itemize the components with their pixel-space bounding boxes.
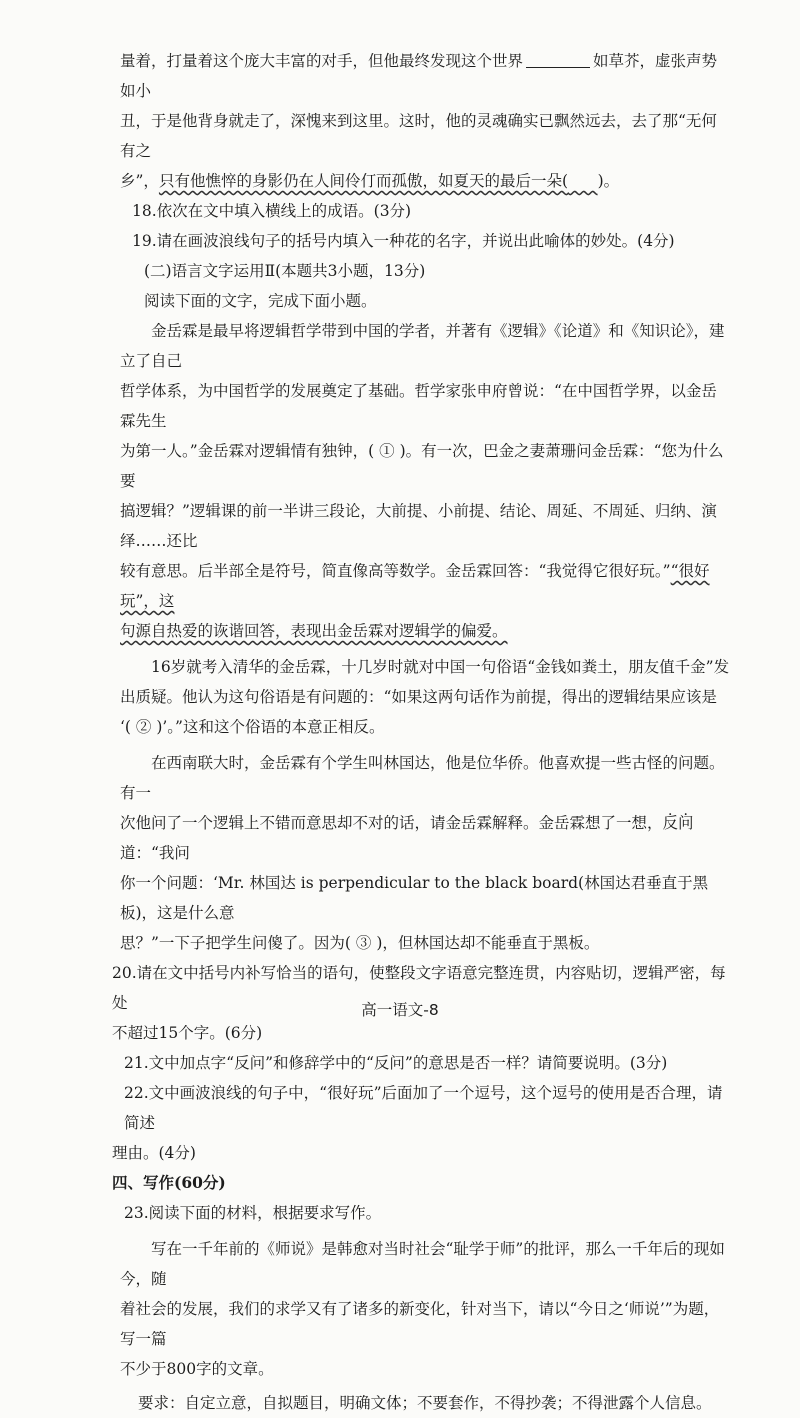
question-23: 23.阅读下面的材料，根据要求写作。 <box>124 1204 382 1222</box>
paragraph-line: ‘( ② )’。”这和这个俗语的本意正相反。 <box>120 718 385 736</box>
wavy-underlined-sentence: 句源自热爱的诙谐回答，表现出金岳霖对逻辑学的偏爱。 <box>120 622 508 640</box>
question-line: 20.请在文中括号内补写恰当的语句，使整段文字语意完整连贯，内容贴切，逻辑严密，每处 <box>112 964 726 1012</box>
paragraph-line: 你一个问题：‘Mr. 林国达 is perpendicular to the black board(林国达君垂直于黑板)，这是什么意 <box>120 874 709 922</box>
question-line: 理由。(4分) <box>112 1144 196 1162</box>
passage-continuation-line-3 <box>120 166 730 196</box>
text-segment: 乡”， <box>120 172 159 190</box>
paragraph-line: 搞逻辑？”逻辑课的前一半讲三段论，大前提、小前提、结论、周延、不周延、归纳、演绎……还比 <box>120 502 717 550</box>
passage-continuation-line-1 <box>120 46 730 106</box>
paragraph-line <box>120 616 730 646</box>
paragraph-3 <box>120 748 730 958</box>
flower-blank[interactable] <box>568 172 598 190</box>
question-22 <box>112 1078 730 1168</box>
question-line: 22.文中画波浪线的句子中，“很好玩”后面加了一个逗号，这个逗号的使用是否合理，请简述 <box>124 1084 723 1132</box>
dotted-char: 反 <box>662 814 679 832</box>
paragraph-line: 哲学体系，为中国哲学的发展奠定了基础。哲学家张申府曾说：“在中国哲学界，以金岳霖先生 <box>120 382 717 430</box>
question-18: 18.依次在文中填入横线上的成语。(3分) <box>132 202 412 220</box>
paragraph-1 <box>120 316 730 646</box>
material-line: 着社会的发展，我们的求学又有了诸多的新变化，针对当下，请以“今日之‘师说’”为题，写一篇 <box>120 1300 720 1348</box>
section-heading-4: 四、写作(60分) <box>112 1173 226 1192</box>
question-line: 不超过15个字。(6分) <box>112 1024 263 1042</box>
wavy-underlined-sentence: “很好玩”，这 <box>120 562 710 610</box>
wavy-underlined-sentence <box>159 172 598 190</box>
paragraph-line: 为第一人。”金岳霖对逻辑情有独钟，( ① )。有一次，巴金之妻萧珊问金岳霖：“您为什么要 <box>120 442 724 490</box>
material-line: 不少于800字的文章。 <box>120 1360 274 1378</box>
writing-material <box>120 1234 730 1384</box>
paragraph-line: 思？”一下子把学生问傻了。因为( ③ )，但林国达却不能垂直于黑板。 <box>120 934 600 952</box>
text-segment: 较有意思。后半部全是符号，简直像高等数学。金岳霖回答：“我觉得它很好玩。” <box>120 562 671 580</box>
text-segment: 道：“我问 <box>120 844 190 862</box>
paragraph-line: 16岁就考入清华的金岳霖，十几岁时就对中国一句俗语“金钱如粪土，朋友值千金”发 <box>151 658 730 676</box>
text-segment: )。 <box>597 172 620 190</box>
paragraph-2 <box>120 652 730 742</box>
passage-continuation-line-2: 丑，于是他背身就走了，深愧来到这里。这时，他的灵魂确实已飘然远去，去了那“无何有之 <box>120 112 717 160</box>
material-line: 写在一千年前的《师说》是韩愈对当时社会“耻学于师”的批评，那么一千年后的现如今，随 <box>120 1240 725 1288</box>
paragraph-line: 在西南联大时，金岳霖有个学生叫林国达，他是位华侨。他喜欢提一些古怪的问题。有一 <box>120 754 725 802</box>
text-segment: 量着，打量着这个庞大丰富的对手，但他最终发现这个世界 <box>120 52 524 70</box>
paragraph-line: 出质疑。他认为这句俗语是有问题的：“如果这两句话作为前提，得出的逻辑结果应该是 <box>120 688 717 706</box>
reading-instruction: 阅读下面的文字，完成下面小题。 <box>144 292 377 310</box>
section-heading-2: (二)语言文字运用Ⅱ(本题共3小题，13分) <box>144 262 426 280</box>
text-segment: 次他问了一个逻辑上不错而意思却不对的话，请金岳霖解释。金岳霖想了一想， <box>120 814 663 832</box>
page-footer: 高一语文-8 <box>361 1001 439 1019</box>
paragraph-line <box>120 556 730 616</box>
dotted-char: 问 <box>678 814 694 832</box>
paragraph-line <box>120 808 730 868</box>
answer-blank[interactable] <box>526 51 590 68</box>
question-21: 21.文中加点字“反问”和修辞学中的“反问”的意思是否一样？请简要说明。(3分) <box>124 1054 668 1072</box>
paragraph-line: 金岳霖是最早将逻辑哲学带到中国的学者，并著有《逻辑》《论道》和《知识论》，建立了自己 <box>120 322 725 370</box>
question-19: 19.请在画波浪线句子的括号内填入一种花的名字，并说出此喻体的妙处。(4分) <box>132 232 675 250</box>
text-segment: 如草芥，虚张声势如小 <box>120 52 718 100</box>
writing-requirements: 要求：自定立意，自拟题目，明确文体；不要套作，不得抄袭；不得泄露个人信息。 <box>138 1394 712 1412</box>
text-segment: 只有他憔悴的身影仍在人间伶仃而孤傲，如夏天的最后一朵( <box>158 172 568 190</box>
